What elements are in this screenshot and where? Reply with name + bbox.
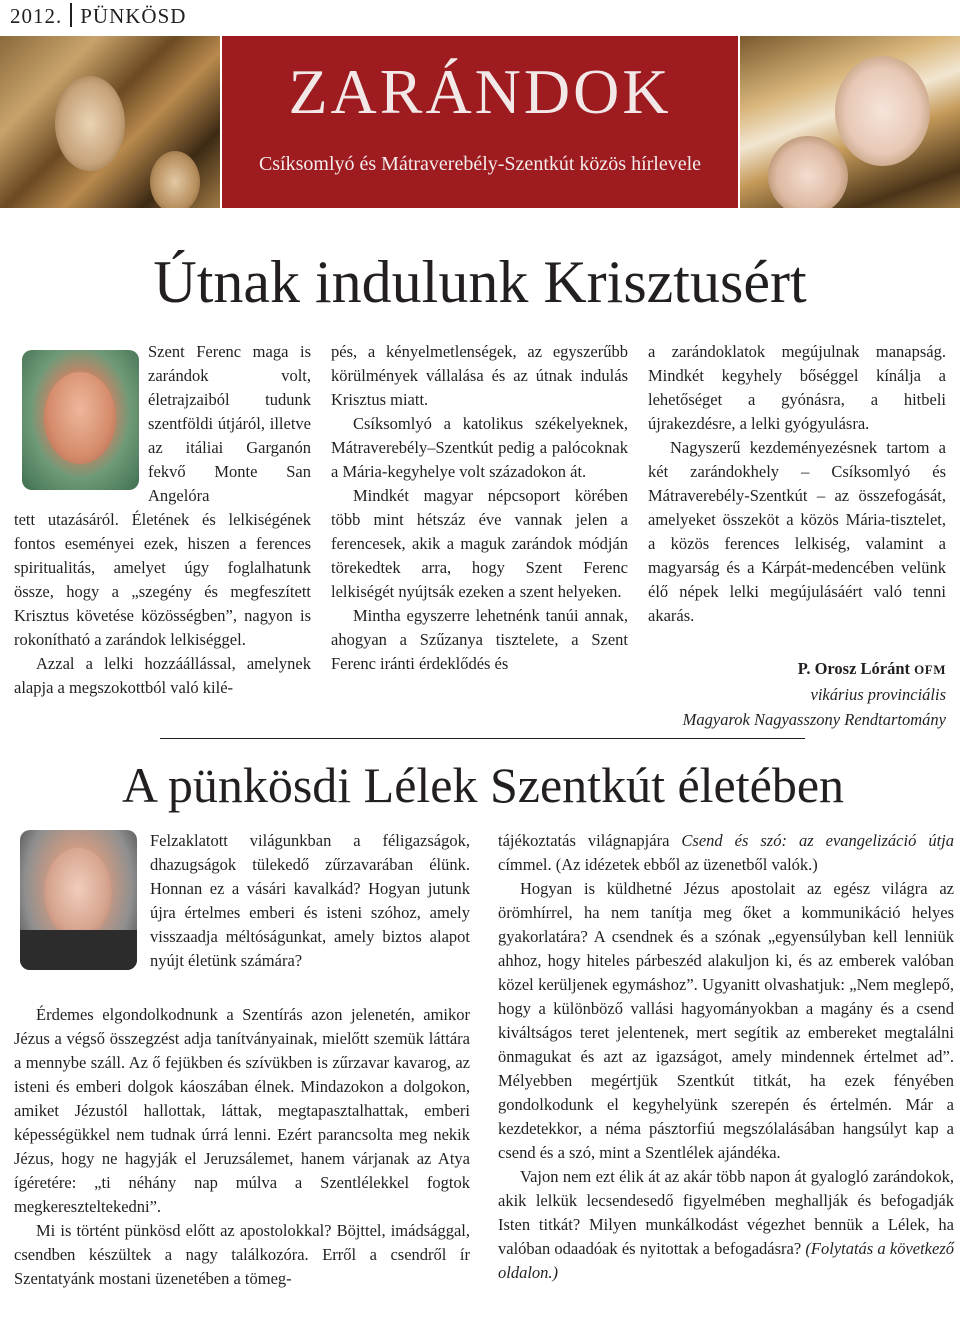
article2-paragraph1: Érdemes elgondolkodnunk a Szentírás azon jelenetén, amikor Jézus a végső összegzést adja tanítványainak, mielőtt szemük láttára a mennybe száll. Az ő fejükben és szívükben is zűrzavar kavarog, az isteni és emberi dolgok káoszában élnek. Mindazokon a dolgokon, amiket Jézustól hallottak, láttak, megtapasztalhattak, emberi képességükkel nem tudnak úrrá lenni. Ezért parancsolta meg nekik Jézus, hogy ne hagyják el Jeruzsálemet, hanem várjanak az Atya ígéretére: „ti néhány nap múlva a Szentlélekkel fogtok megkereszteltekedni”. [14,1005,470,1216]
madonna-image-right [740,36,960,208]
article1-col1-paragraph2: Azzal a lelki hozzáállással, amelynek alapja a megszokottból való kilé- [14,654,311,697]
col2-p3-text: Vajon nem ezt élik át az akár több napon át gyalogló zarándokok, akik lelkük lecsendesedő figyelmében meghallják és befogadják Isten titkát? Milyen munkálkodást végezhet bennük a Lélek, ha valóban odaadóak és nyitottak a befogadásra? [498,1167,954,1258]
article2-column2 [498,829,954,1285]
article2-intro: Felzaklatott világunkban a féligazságok, dhazugságok tülekedő zűrzavarában élünk. Honnan ez a vásári kavalkád? Hogyan jutunk újra értelmes emberi és isteni szóhoz, amely visszaadja méltóságunkat, amely biztos alapot nyújt életünk számára? [150,831,470,970]
article1-headline: Útnak indulunk Krisztusért [153,249,807,315]
article1-col3-paragraph1: a zarándoklatok megújulnak manapság. Mindkét kegyhely bőséggel kínálja a lehetőséget a gyónásra, a hitbeli újrakezdésre, a lelki gyógyulásra. [648,342,946,433]
article2-column1 [14,1003,470,1291]
article1-col1-paragraph: tett utazásáról. Életének és lelkiségének fontos eseményei ezek, hiszen a ferences spiritualitás, amelyet úgy foglalhatunk össze, hogy a „szegény és megfeszített Krisztus követése közösségben”, nagyon is rokonítható a zarándok lelkiséggel. [14,510,311,649]
continued-note: (Folytatás a következő oldalon.) [498,1239,954,1282]
article1-column2 [331,340,628,676]
article1-col3-paragraph2: Nagyszerű kezdeményezésnek tartom a két zarándokhely – Csíksomlyó és Mátraverebély-Szentkút – az összefogását, amelyeket összeköt a közös Mária-tisztelet, a közös ferences lelkiség, valamint a magyarság és a Kárpát-medencében velünk élő népek lelki megújulásáért való tenni akarás. [648,438,946,625]
article1-intro: Szent Ferenc maga is zarándok volt, életrajzaiból tudunk szentföldi útjáról, illetve az itáliai Garganón fekvő Monte San Angelóra [148,342,311,505]
section-divider [160,738,805,739]
madonna-image-left [0,36,220,208]
signature-order: OFM [914,662,946,677]
article1-col2-paragraph4: Mintha egyszerre lehetnénk tanúi annak, ahogyan a Szűzanya tisztelete, a Szent Ferenc iránti érdeklődés és [331,606,628,673]
article1-signature [648,656,946,732]
signature-name-line [648,656,946,682]
signature-name: P. Orosz Lóránt [797,659,911,678]
article1-column1 [14,508,311,700]
col2-p1-text-b: címmel. (Az idézetek ebből az üzenetből valók.) [498,855,818,874]
masthead-subtitle: Csíksomlyó és Mátraverebély-Szentkút közös hírlevele [258,153,702,175]
message-title: Csend és szó: az evangelizáció útja [681,831,955,850]
article1-col2-paragraph1: pés, a kényelmetlenségek, az egyszerűbb körülmények vállalása és az útnak indulás Krisztus miatt. [331,342,628,409]
issue-line [10,3,186,29]
article2-col2-paragraph2: Hogyan is küldhetné Jézus apostolait az egész világra az örömhírrel, ha nem tanítja meg őket a kommunikáció helyes gyakorlatára? A csendnek és a szónak „egyensúlyban kell lenniük ahhoz, hogy hiteles párbeszéd alakuljon ki, és az emberek valóban közel kerüljenek egymáshoz”. Ugyanitt olvashatjuk: „Nem meglepő, hogy a különböző vallási hagyományokban a magány és a csend kiváltságos teret jelentenek, mert segítik az embereket megtalálni önmagukat és azt az igazságot, amely mindennek értelmet ad”. Mélyebben megértjük Szentkút titkát, ha ezek fényében gondolkodunk el kegyhelyünk szerepén és értelmén. Már a kezdetekkor, a néma pásztorfiú megszólalásában hangsúlyt kap a csend és a szó, mint a Szentlélek ajándéka. [498,879,954,1162]
article1-col2-paragraph3: Mindkét magyar népcsoport körében több mint hétszáz éve vannak jelen a ferencesek, akik a maguk zarándok módján törekedtek arra, hogy Szent Ferenc lelkiségét nyújtsák ezeken a szent helyeken. [331,486,628,601]
issue-name: PÜNKÖSD [80,4,187,28]
article1-column3 [648,340,946,628]
article2-headline: A pünkösdi Lélek Szentkút életében [121,757,845,813]
col2-p1-text-a: tájékoztatás világnapjára [498,831,682,850]
issue-year: 2012. [10,4,63,28]
author-photo-priest [20,830,137,970]
article1-col2-paragraph2: Csíksomlyó a katolikus székelyeknek, Mátraverebély–Szentkút pedig a palócoknak a Mária-kegyhelye volt századokon át. [331,414,628,481]
issue-divider [70,3,72,27]
author-photo-orosz [22,350,139,490]
signature-role: vikárius provinciális [810,685,946,704]
signature-province: Magyarok Nagyasszony Rendtartomány [682,710,946,729]
masthead-title: ZARÁNDOK [288,56,672,127]
article2-col2-paragraph1 [498,829,954,877]
article2-col2-paragraph3 [498,1165,954,1285]
article2-paragraph2: Mi is történt pünkösd előtt az apostolokkal? Böjttel, imádsággal, csendben készültek a nagy találkozóra. Erről a csendről ír Szentatyánk mostani üzenetében a tömeg- [14,1221,470,1288]
